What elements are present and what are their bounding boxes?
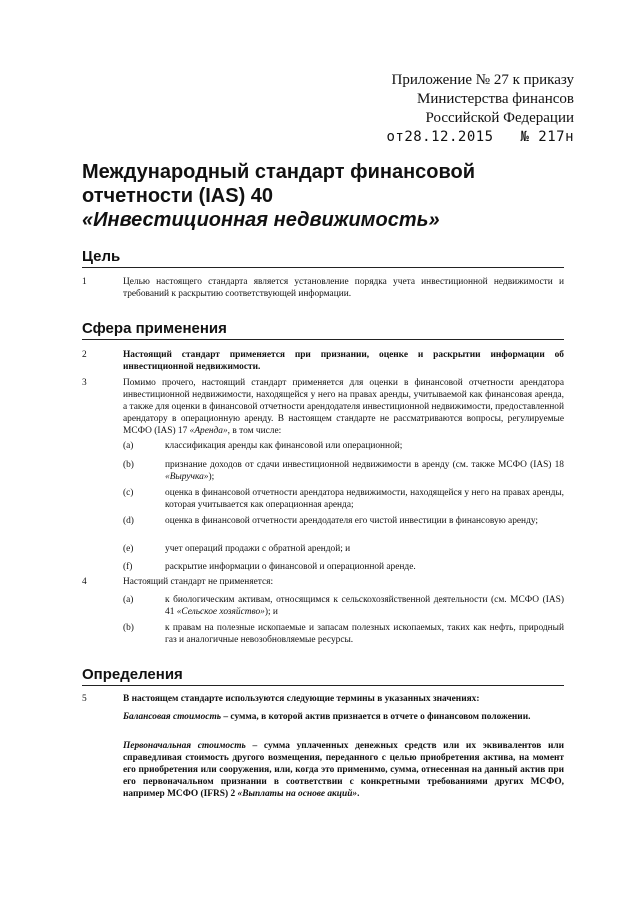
list-item-text	[165, 459, 564, 483]
paragraph-number: 4	[82, 577, 87, 587]
paragraph-4	[82, 576, 564, 590]
definition-body: – сумма уплаченных денежных средств или их эквивалентов или справедливая стоимость другого возмещения, переданного с целью приобретения актива, на момент его приобретения или сооружения, или, когда это применимо, сумма, отнесенная на данный актив при его первоначальном признании в соответствии с конкретными требованиями других МСФО, например МСФО (IFRS) 2	[123, 741, 565, 799]
list-item-text: классификация аренды как финансовой или операционной;	[165, 441, 403, 451]
paragraph-text: В настоящем стандарте используются следующие термины в указанных значениях:	[123, 694, 480, 704]
section-heading-scope: Сфера применения	[82, 320, 564, 340]
definition-tail: .	[357, 789, 360, 799]
paragraph-5	[82, 693, 564, 707]
paragraph-3-text-a: Помимо прочего, настоящий стандарт применяется для оценки в финансовой отчетности арендатора инвестиционной недвижимости, находящейся у него на правах аренды, учитываемой как финансовая аренда, а также для оценки в финансовой отчетности арендодателя инвестиционной недвижимости, предоставленной арендатору в операционную аренду. В настоящем стандарте не рассматриваются вопросы, регулируемые МСФО (IAS) 17	[123, 378, 564, 436]
reference-ias-41: «Сельское хозяйство»	[176, 607, 265, 617]
title-line-1: Международный стандарт финансовой	[82, 161, 476, 183]
list-item-text-tail: );	[208, 472, 215, 482]
paragraph-text: Настоящий стандарт не применяется:	[123, 577, 274, 587]
definition-body: – сумма, в которой актив признается в отчете о финансовом положении.	[221, 712, 531, 722]
list-item-text	[165, 594, 564, 618]
paragraph-3-text-b: , в том числе:	[227, 426, 282, 436]
paragraph-1	[82, 276, 564, 302]
list-item-label: (f)	[123, 562, 133, 572]
list-item-text-main: к биологическим активам, относящимся к сельскохозяйственной деятельности (см. МСФО (IAS) 41	[165, 595, 564, 617]
list-item-label: (d)	[123, 516, 134, 526]
header-line-appendix: Приложение № 27 к приказу	[391, 72, 574, 88]
list-item-label: (c)	[123, 488, 134, 498]
paragraph-2	[82, 349, 564, 375]
definition-term: Балансовая стоимость	[123, 712, 222, 722]
paragraph-number: 5	[82, 694, 87, 704]
header-date-line	[274, 128, 574, 147]
paragraph-number: 1	[82, 277, 87, 287]
paragraph-text: Настоящий стандарт применяется при признании, оценке и раскрытии информации об инвестиционной недвижимости.	[123, 350, 564, 372]
section-heading-definitions: Определения	[82, 666, 564, 686]
list-item-text: раскрытие информации о финансовой и операционной аренде.	[165, 562, 416, 572]
paragraph-number: 3	[82, 378, 87, 388]
definition-carrying-amount	[82, 711, 564, 737]
list-item-text-main: признание доходов от сдачи инвестиционной недвижимости в аренду (см. также МСФО (IAS) 18	[165, 460, 564, 470]
paragraph-3	[82, 377, 564, 439]
list-item-text: оценка в финансовой отчетности арендатора недвижимости, находящейся у него на правах аренды, которая учитывается как операционная аренда;	[165, 488, 564, 510]
document-header	[274, 71, 574, 147]
list-item-text-tail: ); и	[264, 607, 278, 617]
paragraph-text: Целью настоящего стандарта является установление порядка учета инвестиционной недвижимости и требований к раскрытию соответствующей информации.	[123, 277, 564, 299]
paragraph-text	[123, 377, 564, 437]
title-line-3: «Инвестиционная недвижимость»	[82, 209, 440, 231]
list-item-label: (e)	[123, 544, 134, 554]
header-line-country: Российской Федерации	[425, 110, 574, 126]
list-item-label: (a)	[123, 595, 134, 605]
list-item-label: (b)	[123, 460, 134, 470]
header-order-number: № 217н	[520, 129, 574, 145]
definition-text	[123, 740, 564, 800]
paragraph-number: 2	[82, 350, 87, 360]
reference-ias-17: «Аренда»	[189, 426, 228, 436]
list-item-text: к правам на полезные ископаемые и запасам полезных ископаемых, таких как нефть, природный газ и аналогичные невозобновляемые ресурсы.	[165, 623, 564, 645]
section-heading-goal: Цель	[82, 248, 564, 268]
header-date-prefix: от	[386, 129, 405, 145]
title-line-2: отчетности (IAS) 40	[82, 185, 274, 207]
list-item-text: учет операций продажи с обратной арендой; и	[165, 544, 351, 554]
definition-text	[123, 711, 564, 723]
list-item-text: оценка в финансовой отчетности арендодателя его чистой инвестиции в финансовую аренду;	[165, 516, 539, 526]
reference-ifrs-2: «Выплаты на основе акций»	[237, 789, 358, 799]
definition-cost	[82, 740, 564, 814]
header-date: 28.12.2015	[404, 129, 494, 145]
list-item-label: (a)	[123, 441, 134, 451]
header-line-ministry: Министерства финансов	[417, 91, 574, 107]
reference-ias-18: «Выручка»	[165, 472, 209, 482]
definition-term: Первоначальная стоимость	[123, 741, 246, 751]
list-item-label: (b)	[123, 623, 134, 633]
document-title	[82, 160, 562, 232]
